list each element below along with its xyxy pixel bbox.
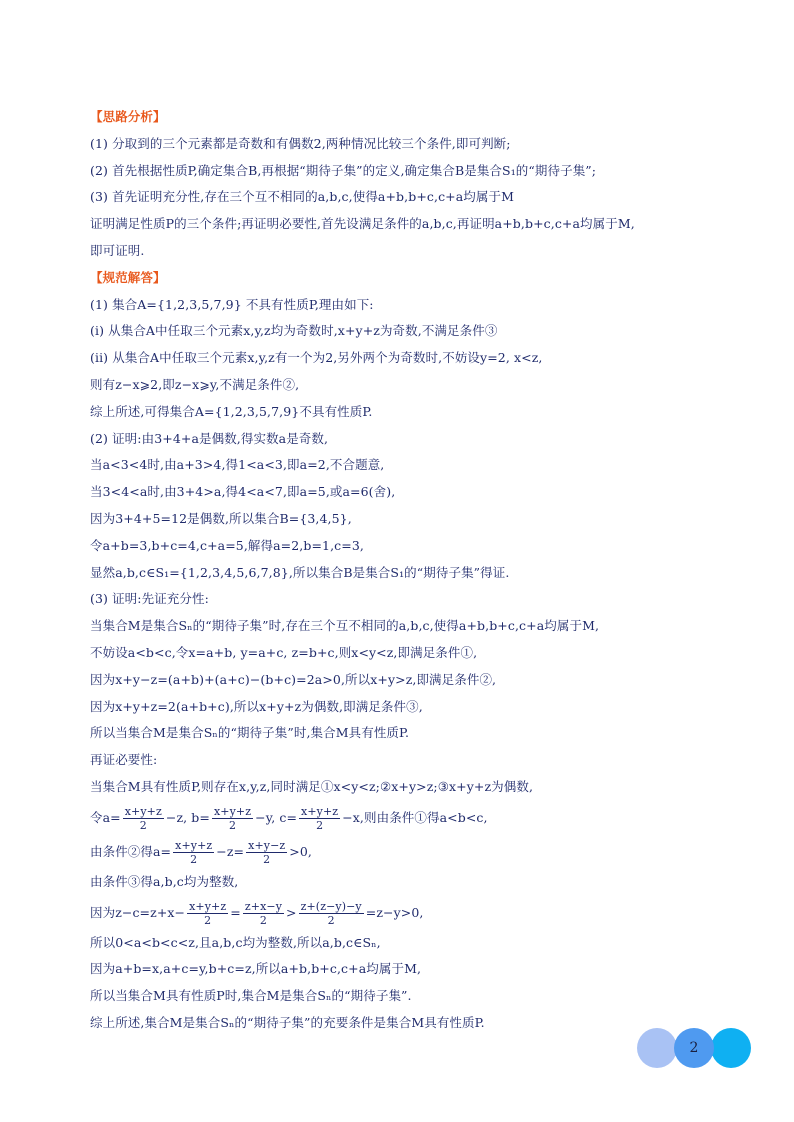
fraction-denominator: 2: [139, 818, 147, 832]
fraction-numerator: z+x−y: [244, 899, 283, 913]
fraction-numerator: x+y+z: [189, 899, 227, 913]
text-line: 显然a,b,c∈S₁={1,2,3,4,5,6,7,8},所以集合B是集合S₁的“期待子集”得证.: [90, 564, 510, 580]
text-line: 由条件③得a,b,c均为整数,: [90, 873, 239, 889]
fraction-numerator: x+y+z: [213, 804, 252, 818]
text-line: 因为a+b=x,a+c=y,b+c=z,所以a+b,b+c,c+a均属于M,: [90, 961, 422, 977]
text-line: 当集合M具有性质P,则存在x,y,z,同时满足①x<y<z;②x+y>z;③x+y+z为偶数,: [90, 778, 534, 794]
text-line: 所以0<a<b<c<z,且a,b,c均为整数,所以a,b,c∈Sₙ,: [90, 934, 381, 950]
text-line: (2) 证明:由3+4+a是偶数,得实数a是奇数,: [90, 430, 329, 446]
text-line: 因为x+y+z=2(a+b+c),所以x+y+z为偶数,即满足条件③,: [90, 698, 423, 714]
fraction: [299, 805, 340, 832]
text-line: 综上所述,可得集合A={1,2,3,5,7,9}不具有性质P.: [90, 403, 373, 419]
fraction-denominator: 2: [327, 913, 335, 927]
eq-text: −y, c=: [255, 809, 298, 825]
fraction: [173, 839, 214, 866]
text-line: 令a+b=3,b+c=4,c+a=5,解得a=2,b=1,c=3,: [90, 537, 364, 553]
text-line: 综上所述,集合M是集合Sₙ的“期待子集”的充要条件是集合M具有性质P.: [90, 1014, 485, 1030]
eq-text: −z, b=: [165, 809, 210, 825]
eq-text: 由条件②得a=: [90, 843, 172, 859]
equation-line-abc: [90, 801, 730, 835]
fraction: [123, 805, 164, 832]
page-number-badge: [637, 1028, 751, 1068]
eq-text: 因为z−c=z+x−: [90, 904, 186, 920]
eq-text: −z=: [216, 843, 245, 859]
text-line: 即可证明.: [90, 242, 145, 258]
text-line: (i) 从集合A中任取三个元素x,y,z均为奇数时,x+y+z为奇数,不满足条件③: [90, 323, 498, 339]
section-heading-analysis: 【思路分析】: [90, 109, 166, 124]
text-line: 当3<4<a时,由3+4>a,得4<a<7,即a=5,或a=6(舍),: [90, 484, 396, 500]
fraction-denominator: 2: [259, 913, 267, 927]
text-line: 因为3+4+5=12是偶数,所以集合B={3,4,5},: [90, 510, 352, 526]
decor-circle-right: [711, 1028, 751, 1068]
page-number: 2: [689, 1040, 699, 1056]
text-line: (3) 首先证明充分性,存在三个互不相同的a,b,c,使得a+b,b+c,c+a均属于M: [90, 189, 515, 205]
fraction-numerator: x+y−z: [248, 838, 286, 852]
fraction-numerator: x+y+z: [301, 804, 339, 818]
text-line: 则有z−x⩾2,即z−x⩾y,不满足条件②,: [90, 376, 300, 392]
text-line: (1) 分取到的三个元素都是奇数和有偶数2,两种情况比较三个条件,即可判断;: [90, 135, 511, 151]
eq-text: =: [230, 904, 241, 920]
text-line: 所以当集合M是集合Sₙ的“期待子集”时,集合M具有性质P.: [90, 725, 410, 741]
section-heading-solution: 【规范解答】: [90, 269, 166, 285]
fraction: [246, 839, 287, 866]
eq-text: >0,: [289, 843, 312, 859]
fraction-denominator: 2: [229, 818, 237, 832]
fraction: [187, 900, 228, 927]
fraction-numerator: z+(z−y)−y: [300, 899, 362, 913]
text-line: (ii) 从集合A中任取三个元素x,y,z有一个为2,另外两个为奇数时,不妨设y=2, x<z,: [90, 350, 543, 366]
eq-text: −x,则由条件①得a<b<c,: [342, 809, 488, 825]
equation-line-a: [90, 835, 730, 869]
text-line: (3) 证明:先证充分性:: [90, 591, 209, 607]
text-line: 不妨设a<b<c,令x=a+b, y=a+c, z=b+c,则x<y<z,即满足条件①,: [90, 644, 478, 660]
fraction-numerator: x+y+z: [175, 838, 213, 852]
text-line: 证明满足性质P的三个条件;再证明必要性,首先设满足条件的a,b,c,再证明a+b,b+c,c+a均属于M,: [90, 216, 635, 232]
eq-text: >: [286, 904, 297, 920]
text-line: (1) 集合A={1,2,3,5,7,9} 不具有性质P,理由如下:: [90, 296, 374, 312]
fraction: [243, 900, 284, 927]
text-line: 当集合M是集合Sₙ的“期待子集”时,存在三个互不相同的a,b,c,使得a+b,b+c,c+a均属于M,: [90, 618, 600, 634]
document-body: [90, 104, 730, 1037]
equation-line-zc: [90, 896, 730, 930]
fraction-denominator: 2: [204, 913, 212, 927]
text-line: 因为x+y−z=(a+b)+(a+c)−(b+c)=2a>0,所以x+y>z,即满足条件②,: [90, 671, 497, 687]
text-line: 当a<3<4时,由a+3>4,得1<a<3,即a=2,不合题意,: [90, 457, 385, 473]
eq-text: =z−y>0,: [365, 904, 424, 920]
fraction: [212, 805, 253, 832]
fraction-numerator: x+y+z: [124, 804, 162, 818]
eq-text: 令a=: [90, 809, 121, 825]
fraction-denominator: 2: [316, 818, 324, 832]
text-line: 所以当集合M具有性质P时,集合M是集合Sₙ的“期待子集”.: [90, 988, 412, 1004]
decor-circle-left: [637, 1028, 677, 1068]
text-line: 再证必要性:: [90, 752, 158, 768]
fraction-denominator: 2: [190, 852, 198, 866]
fraction-denominator: 2: [263, 852, 271, 866]
text-line: (2) 首先根据性质P,确定集合B,再根据“期待子集”的定义,确定集合B是集合S₁的“期待子集”;: [90, 162, 597, 178]
fraction: [299, 900, 364, 927]
